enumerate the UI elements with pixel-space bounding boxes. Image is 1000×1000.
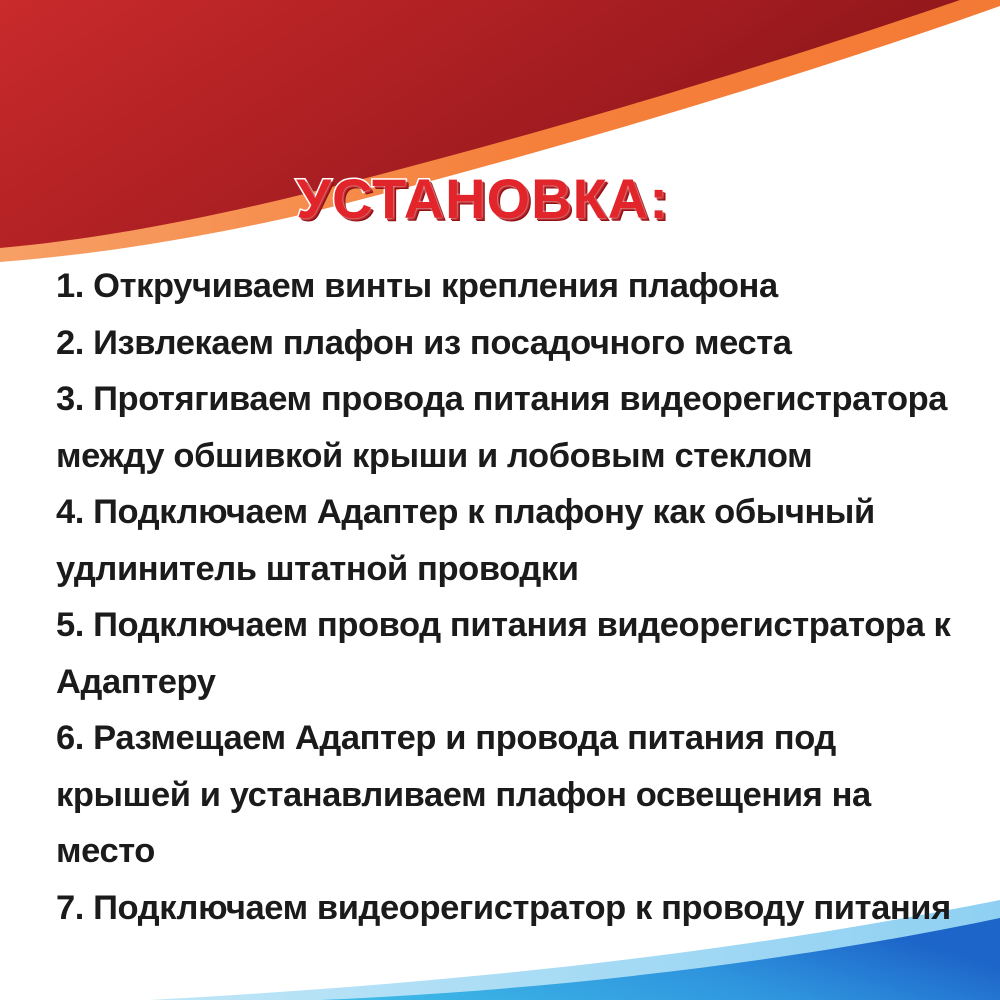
step-4: 4. Подключаем Адаптер к плафону как обычный удлинитель штатной проводки <box>56 493 875 588</box>
step-2: 2. Извлекаем плафон из посадочного места <box>56 323 792 362</box>
step-7: 7. Подключаем видеорегистратор к проводу питания <box>56 888 951 927</box>
step-5: 5. Подключаем провод питания видеорегистратора к Адаптеру <box>56 606 951 701</box>
page-title: УСТАНОВКА: <box>296 167 669 230</box>
step-3: 3. Протягиваем провода питания видеорегистратора между обшивкой крыши и лобовым стеклом <box>56 380 948 475</box>
installation-steps <box>56 258 976 936</box>
step-6: 6. Размещаем Адаптер и провода питания под крышей и устанавливаем плафон освещения на место <box>56 719 871 870</box>
step-1: 1. Откручиваем винты крепления плафона <box>56 267 778 305</box>
